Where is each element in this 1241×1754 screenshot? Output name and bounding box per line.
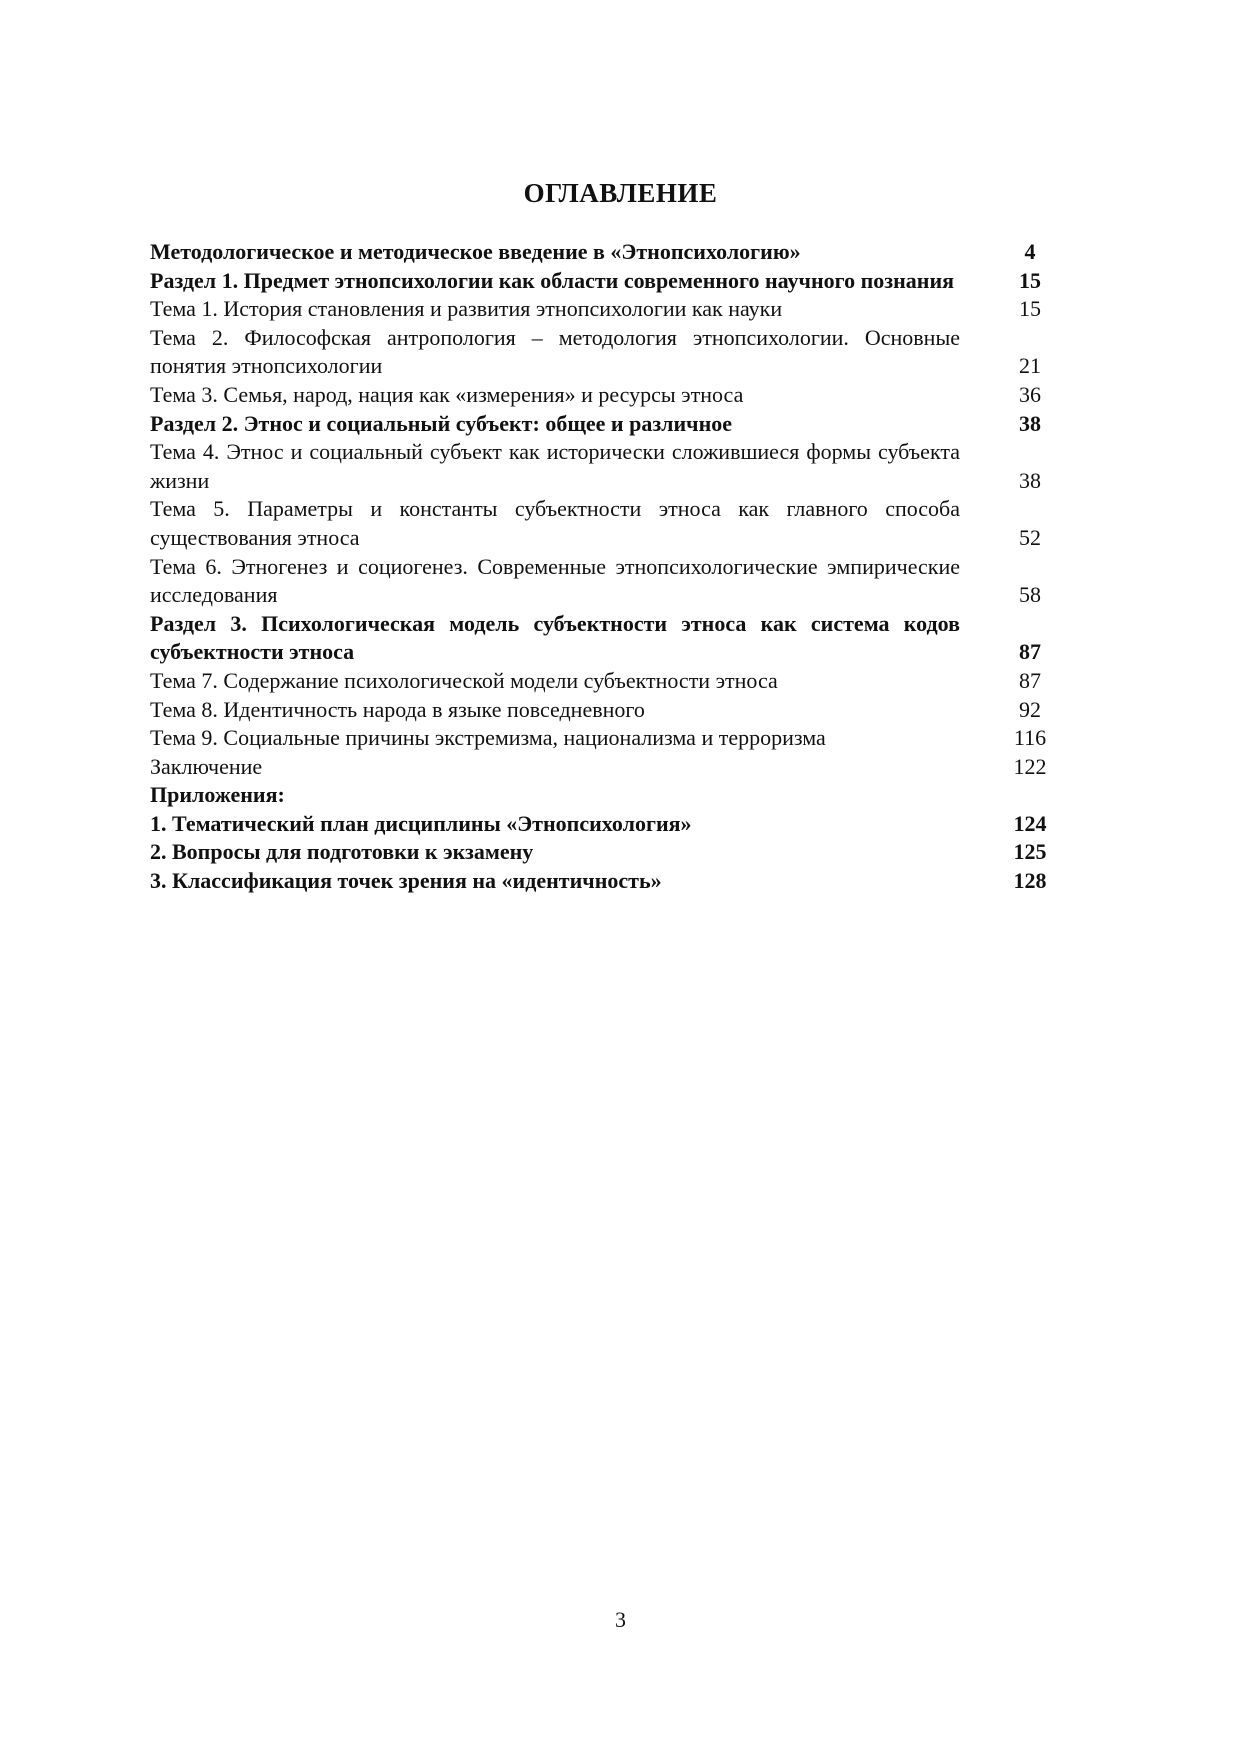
toc-entry-page: 58 (1019, 582, 1041, 608)
page-title: ОГЛАВЛЕНИЕ (523, 178, 718, 208)
toc-entry[interactable] (150, 238, 1070, 267)
toc-entry-page: 36 (1019, 381, 1041, 407)
toc-entry-title: Тема 7. Содержание психологической модели субъектности этноса (150, 667, 778, 693)
toc-entry-title: Тема 8. Идентичность народа в языке повседневного (150, 696, 645, 722)
toc-entry[interactable] (150, 295, 1070, 324)
toc-entry-title: Тема 1. История становления и развития этнопсихологии как науки (150, 296, 783, 322)
toc-entry-page: 87 (1019, 667, 1041, 693)
table-of-contents (150, 238, 1070, 896)
toc-entry-page: 128 (1013, 868, 1047, 894)
toc-entry-title: 1. Тематический план дисциплины «Этнопсихология» (150, 810, 692, 836)
toc-entry[interactable] (150, 324, 1070, 381)
toc-entry[interactable] (150, 867, 1070, 896)
toc-entry-title: Тема 3. Семья, народ, нация как «измерения» и ресурсы этноса (150, 381, 744, 407)
toc-entry-title: Приложения: (150, 782, 285, 808)
toc-entry-title: Раздел 2. Этнос и социальный субъект: общее и различное (150, 410, 733, 436)
toc-entry[interactable] (150, 753, 1070, 782)
toc-entry-page: 15 (1019, 296, 1041, 322)
toc-entry-title: Тема 4. Этнос и социальный субъект как исторически сложившиеся формы субъекта жизни (150, 439, 960, 493)
toc-entry-title: Методологическое и методическое введение в «Этнопсихологию» (150, 239, 801, 264)
toc-entry-page: 122 (1013, 753, 1047, 779)
toc-entry[interactable] (150, 781, 1070, 810)
toc-entry-page: 52 (1019, 524, 1041, 550)
toc-entry-page: 21 (1019, 353, 1041, 379)
toc-entry-title: 2. Вопросы для подготовки к экзамену (150, 839, 534, 865)
toc-entry[interactable] (150, 381, 1070, 410)
toc-entry[interactable] (150, 724, 1070, 753)
toc-entry-page: 38 (1019, 467, 1041, 493)
toc-entry-page: 87 (1019, 639, 1041, 665)
toc-entry-title: Раздел 3. Психологическая модель субъектности этноса как система кодов субъектности этноса (150, 610, 960, 665)
toc-entry-page: 116 (1013, 725, 1047, 751)
toc-entry[interactable] (150, 667, 1070, 696)
toc-entry-title: Тема 5. Параметры и константы субъектности этноса как главного способа существования этноса (150, 496, 960, 550)
toc-entry[interactable] (150, 810, 1070, 839)
toc-entry-title: Тема 6. Этногенез и социогенез. Современные этнопсихологические эмпирические исследования (150, 553, 960, 608)
toc-entry-title: Заключение (150, 753, 263, 779)
toc-entry-title: 3. Классификация точек зрения на «идентичность» (150, 868, 662, 894)
toc-entry-page: 38 (1019, 410, 1041, 436)
toc-entry-title: Тема 2. Философская антропология – методология этнопсихологии. Основные понятия этнопсихологии (150, 324, 960, 379)
toc-entry[interactable] (150, 438, 1070, 495)
page-number: 3 (615, 1607, 626, 1632)
toc-entry-page: 124 (1013, 810, 1047, 836)
toc-entry[interactable] (150, 410, 1070, 439)
toc-entry-page: 92 (1019, 696, 1041, 722)
toc-entry[interactable] (150, 610, 1070, 667)
toc-entry-title: Тема 9. Социальные причины экстремизма, национализма и терроризма (150, 725, 826, 751)
toc-entry-page: 15 (1019, 267, 1041, 293)
toc-entry[interactable] (150, 553, 1070, 610)
toc-entry[interactable] (150, 696, 1070, 725)
toc-entry[interactable] (150, 838, 1070, 867)
toc-entry-page: 4 (1024, 239, 1036, 264)
toc-entry-page: 125 (1013, 839, 1047, 865)
toc-entry[interactable] (150, 267, 1070, 296)
toc-entry[interactable] (150, 495, 1070, 552)
toc-entry-title: Раздел 1. Предмет этнопсихологии как области современного научного познания (150, 267, 955, 293)
